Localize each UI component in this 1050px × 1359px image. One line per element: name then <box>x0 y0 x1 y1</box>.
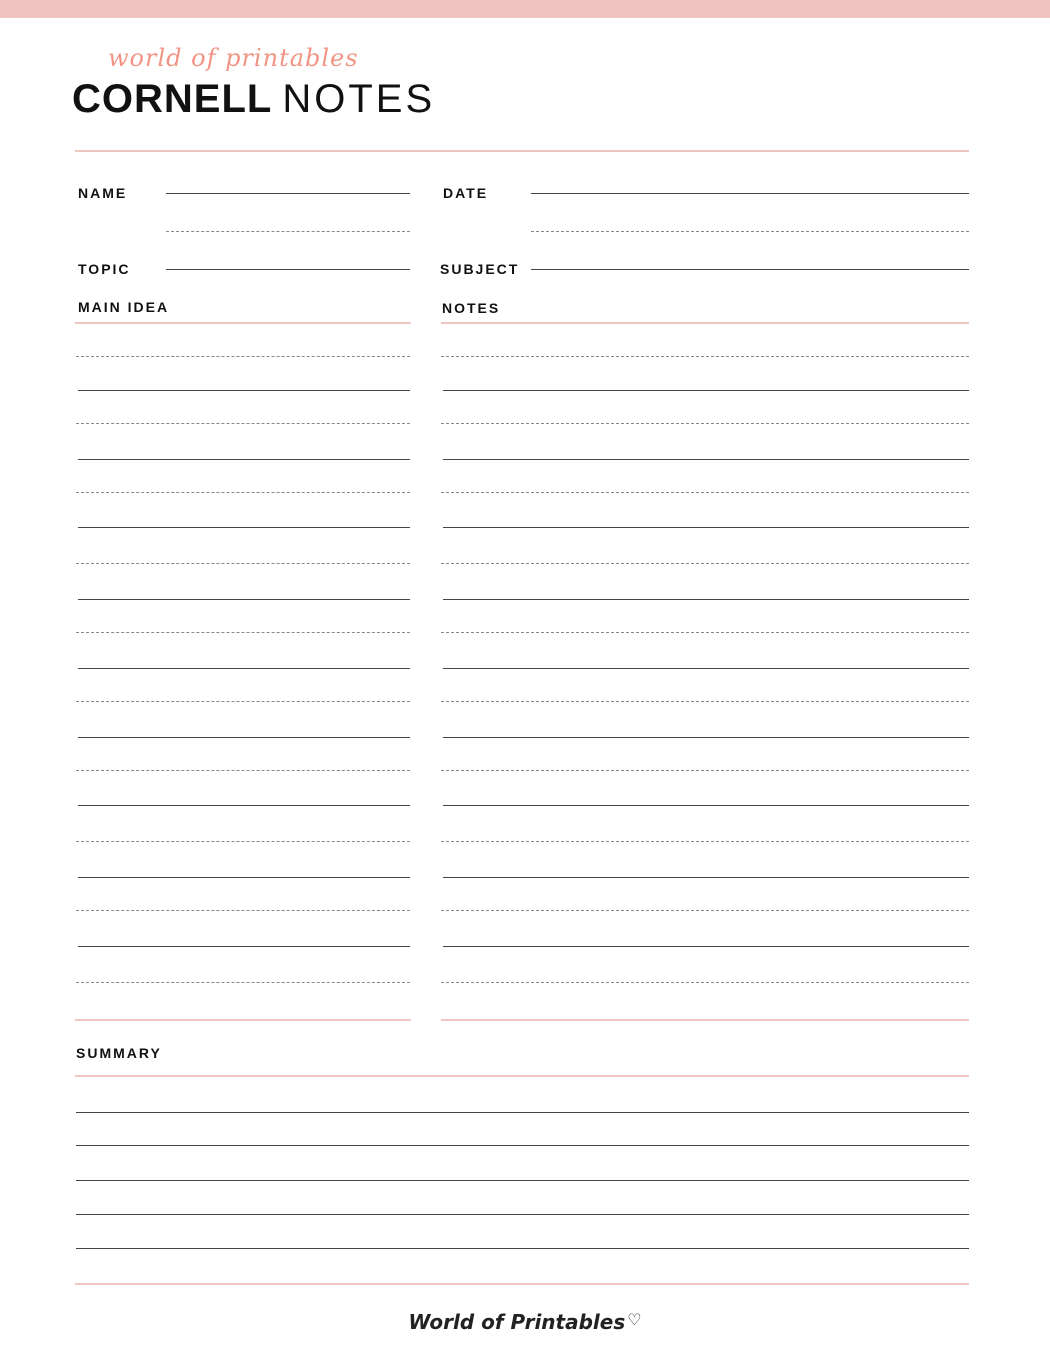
summary-line[interactable] <box>76 1214 969 1215</box>
title-bold: CORNELL <box>72 77 273 121</box>
main-idea-line[interactable] <box>76 423 410 424</box>
notes-line[interactable] <box>443 527 969 528</box>
title-light: NOTES <box>282 77 436 121</box>
notes-line[interactable] <box>441 356 969 357</box>
summary-bottom-rule <box>75 1283 969 1285</box>
summary-line[interactable] <box>76 1145 969 1146</box>
date-field-extra[interactable] <box>531 231 969 232</box>
main-idea-line[interactable] <box>78 946 410 947</box>
main-idea-line[interactable] <box>78 599 410 600</box>
main-idea-line[interactable] <box>76 632 410 633</box>
notes-line[interactable] <box>441 982 969 983</box>
main-idea-line[interactable] <box>78 668 410 669</box>
subject-field[interactable] <box>531 269 969 270</box>
topic-field[interactable] <box>166 269 410 270</box>
footer-logo-text: World of Printables <box>408 1310 626 1334</box>
summary-line[interactable] <box>76 1180 969 1181</box>
notes-line[interactable] <box>441 841 969 842</box>
main-idea-top-rule <box>75 322 411 324</box>
name-label: NAME <box>78 185 128 201</box>
name-field[interactable] <box>166 193 410 194</box>
main-idea-line[interactable] <box>76 910 410 911</box>
summary-label: SUMMARY <box>76 1045 162 1061</box>
summary-line[interactable] <box>76 1112 969 1113</box>
notes-line[interactable] <box>441 701 969 702</box>
notes-label: NOTES <box>442 300 501 316</box>
main-idea-line[interactable] <box>76 492 410 493</box>
footer-logo <box>0 1310 1050 1334</box>
summary-top-rule <box>75 1075 969 1077</box>
notes-line[interactable] <box>441 910 969 911</box>
main-idea-label: MAIN IDEA <box>78 299 170 315</box>
notes-line[interactable] <box>441 770 969 771</box>
main-idea-line[interactable] <box>76 841 410 842</box>
brand-script-logo: world of printables <box>108 44 359 72</box>
date-field[interactable] <box>531 193 969 194</box>
notes-bottom-rule <box>441 1019 969 1021</box>
main-idea-line[interactable] <box>78 527 410 528</box>
main-idea-line[interactable] <box>76 563 410 564</box>
subject-label: SUBJECT <box>440 261 520 277</box>
notes-line[interactable] <box>441 492 969 493</box>
main-idea-line[interactable] <box>78 805 410 806</box>
main-idea-line[interactable] <box>78 390 410 391</box>
notes-line[interactable] <box>443 877 969 878</box>
main-idea-bottom-rule <box>75 1019 411 1021</box>
main-idea-line[interactable] <box>78 877 410 878</box>
notes-line[interactable] <box>443 599 969 600</box>
summary-line[interactable] <box>76 1248 969 1249</box>
notes-top-rule <box>441 322 969 324</box>
notes-line[interactable] <box>443 668 969 669</box>
page-title <box>72 76 435 122</box>
main-idea-line[interactable] <box>78 737 410 738</box>
topic-label: TOPIC <box>78 261 131 277</box>
notes-line[interactable] <box>443 459 969 460</box>
notes-line[interactable] <box>443 390 969 391</box>
notes-line[interactable] <box>443 737 969 738</box>
notes-line[interactable] <box>443 946 969 947</box>
heart-outline-icon: ♡ <box>627 1310 642 1329</box>
main-idea-line[interactable] <box>78 459 410 460</box>
main-idea-line[interactable] <box>76 356 410 357</box>
top-accent-bar <box>0 0 1050 18</box>
main-idea-line[interactable] <box>76 770 410 771</box>
notes-line[interactable] <box>441 632 969 633</box>
notes-line[interactable] <box>441 423 969 424</box>
header-divider <box>75 150 969 152</box>
main-idea-line[interactable] <box>76 982 410 983</box>
notes-line[interactable] <box>443 805 969 806</box>
date-label: DATE <box>443 185 489 201</box>
notes-line[interactable] <box>441 563 969 564</box>
name-field-extra[interactable] <box>166 231 410 232</box>
main-idea-line[interactable] <box>76 701 410 702</box>
